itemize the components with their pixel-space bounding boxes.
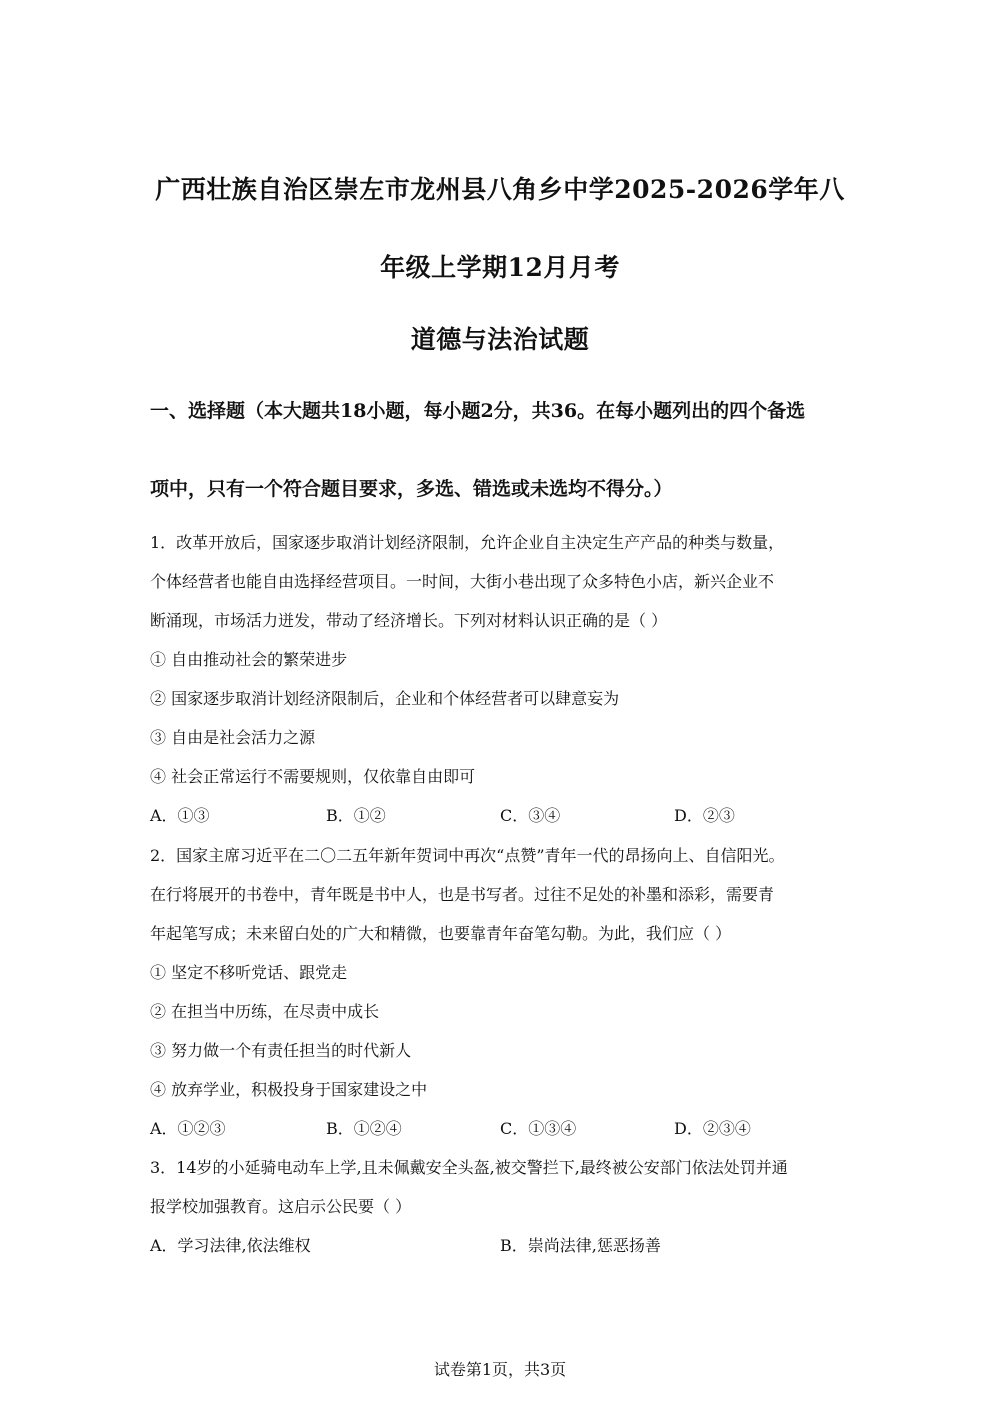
page-footer: 试卷第1页，共3页: [433, 1360, 567, 1379]
q2-stem-line-2: 在行将展开的书卷中，青年既是书中人，也是书写者。过往不足处的补墨和添彩，需要青: [150, 885, 775, 904]
document-title-line-1: 广西壮族自治区崇左市龙州县八角乡中学2025-2026学年八: [155, 175, 845, 204]
q2-statement-4: ④ 放弃学业，积极投身于国家建设之中: [150, 1080, 428, 1099]
q1-statement-4: ④ 社会正常运行不需要规则，仅依靠自由即可: [150, 767, 476, 786]
q1-option-c: C．③④: [500, 806, 561, 825]
q2-option-a: A．①②③: [150, 1119, 226, 1138]
q1-option-b: B．①②: [326, 806, 386, 825]
q2-options: [150, 1116, 870, 1138]
q2-stem-line-3: 年起笔写成；未来留白处的广大和精微，也要靠青年奋笔勾勒。为此，我们应（ ）: [150, 924, 732, 943]
q3-option-a: A．学习法律,依法维权: [150, 1236, 311, 1255]
q3-stem-line-2: 报学校加强教育。这启示公民要（ ）: [150, 1197, 412, 1216]
subject-title: 道德与法治试题: [410, 325, 590, 354]
section-heading-line-1: 一、选择题（本大题共18小题，每小题2分，共36。在每小题列出的四个备选: [150, 400, 806, 422]
q3-stem-line-1: 3．14岁的小延骑电动车上学,且未佩戴安全头盔,被交警拦下,最终被公安部门依法处罚并通: [150, 1158, 788, 1177]
q1-statement-2: ② 国家逐步取消计划经济限制后，企业和个体经营者可以肆意妄为: [150, 689, 620, 708]
q3-option-b: B．崇尚法律,惩恶扬善: [500, 1236, 661, 1255]
q1-option-d: D．②③: [674, 806, 735, 825]
q3-options: [150, 1233, 870, 1255]
q2-stem-line-1: 2．国家主席习近平在二〇二五年新年贺词中再次“点赞”青年一代的昂扬向上、自信阳光。: [150, 846, 785, 865]
q2-statement-2: ② 在担当中历练，在尽责中成长: [150, 1002, 380, 1021]
q1-stem-line-1: 1．改革开放后，国家逐步取消计划经济限制，允许企业自主决定生产产品的种类与数量，: [150, 533, 785, 552]
q1-options: [150, 803, 870, 825]
q2-option-c: C．①③④: [500, 1119, 577, 1138]
document-title-line-2: 年级上学期12月月考: [380, 253, 620, 282]
q1-stem-line-3: 断涌现，市场活力迸发，带动了经济增长。下列对材料认识正确的是（ ）: [150, 611, 668, 630]
q1-stem-line-2: 个体经营者也能自由选择经营项目。一时间，大街小巷出现了众多特色小店，新兴企业不: [150, 572, 775, 591]
q2-statement-1: ① 坚定不移听党话、跟党走: [150, 963, 348, 982]
q1-option-a: A．①③: [150, 806, 210, 825]
section-heading-line-2: 项中，只有一个符合题目要求，多选、错选或未选均不得分。）: [150, 478, 673, 500]
q2-option-d: D．②③④: [674, 1119, 751, 1138]
q2-option-b: B．①②④: [326, 1119, 402, 1138]
q1-statement-1: ① 自由推动社会的繁荣进步: [150, 650, 348, 669]
q2-statement-3: ③ 努力做一个有责任担当的时代新人: [150, 1041, 412, 1060]
q1-statement-3: ③ 自由是社会活力之源: [150, 728, 316, 747]
